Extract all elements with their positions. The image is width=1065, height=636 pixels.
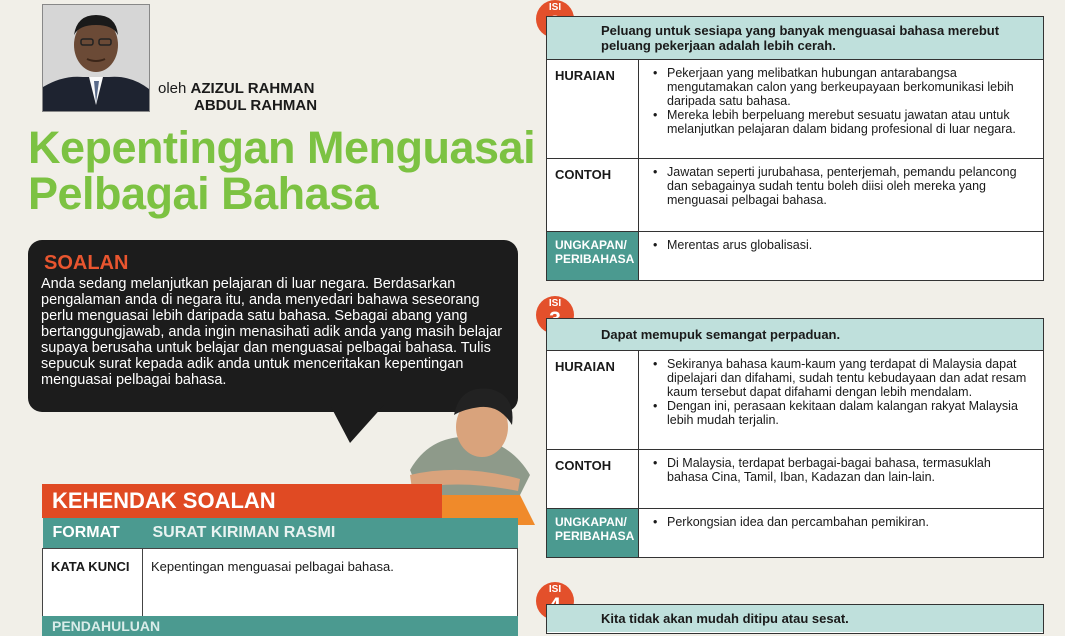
huraian-label: HURAIAN bbox=[547, 351, 639, 449]
isi-badge-label: ISI bbox=[548, 584, 562, 595]
ungkapan-label bbox=[547, 509, 639, 557]
contoh-row bbox=[547, 159, 1043, 232]
ungkapan-point: • Merentas arus globalisasi. bbox=[661, 238, 1033, 252]
ungkapan-label-line-1: UNGKAPAN/ bbox=[555, 238, 627, 252]
question-heading: SOALAN bbox=[44, 252, 129, 274]
huraian-label: HURAIAN bbox=[547, 60, 639, 158]
isi-card bbox=[546, 16, 1044, 281]
author-photo bbox=[42, 4, 150, 112]
keyword-label: KATA KUNCI bbox=[43, 549, 143, 628]
introduction-heading: PENDAHULUAN bbox=[42, 616, 518, 636]
huraian-row bbox=[547, 351, 1043, 450]
contoh-label: CONTOH bbox=[547, 159, 639, 231]
isi-badge-label: ISI bbox=[548, 2, 562, 13]
contoh-point: • Di Malaysia, terdapat berbagai-bagai bahasa, termasuklah bahasa Cina, Tamil, Iban, Kadazan dan lain-lain. bbox=[661, 456, 1033, 484]
byline bbox=[158, 80, 317, 114]
format-label: FORMAT bbox=[43, 518, 143, 549]
contoh-point: • Jawatan seperti jurubahasa, penterjemah, pemandu pelancong dan sebagainya sudah tentu boleh diisi oleh mereka yang menguasai pelbagai bahasa. bbox=[661, 165, 1033, 207]
huraian-row bbox=[547, 60, 1043, 159]
isi-card bbox=[546, 318, 1044, 558]
isi-heading: Peluang untuk sesiapa yang banyak menguasai bahasa merebut peluang pekerjaan adalah lebih cerah. bbox=[547, 17, 1043, 60]
byline-prefix: oleh bbox=[158, 80, 187, 97]
requirements-table bbox=[42, 518, 518, 628]
isi-heading: Dapat memupuk semangat perpaduan. bbox=[547, 319, 1043, 351]
contoh-label: CONTOH bbox=[547, 450, 639, 508]
requirements-heading: KEHENDAK SOALAN bbox=[42, 484, 442, 518]
author-name-2: ABDUL RAHMAN bbox=[194, 97, 318, 114]
ungkapan-row bbox=[547, 509, 1043, 557]
question-text: Anda sedang melanjutkan pelajaran di luar negara. Berdasarkan pengalaman anda di negara itu, anda menyedari bahawa seseorang perlu menguasai lebih daripada satu bahasa. Sebagai abang yang bertanggungjawab, anda ingin menasihati adik anda yang masih belajar supaya berusaha untuk belajar dan menguasai pelbagai bahasa. Tulis sepucuk surat kepada adik anda untuk menceritakan kepentingan menguasai pelbagai bahasa. bbox=[41, 276, 503, 388]
ungkapan-label bbox=[547, 232, 639, 280]
ungkapan-label-line-2: PERIBAHASA bbox=[555, 529, 635, 543]
format-value: SURAT KIRIMAN RASMI bbox=[143, 518, 518, 549]
isi-heading: Kita tidak akan mudah ditipu atau sesat. bbox=[547, 605, 1043, 632]
ungkapan-point: • Perkongsian idea dan percambahan pemikiran. bbox=[661, 515, 1033, 529]
huraian-point: • Dengan ini, perasaan kekitaan dalam kalangan rakyat Malaysia lebih mudah terjalin. bbox=[661, 399, 1033, 427]
author-name: AZIZUL RAHMAN bbox=[190, 80, 315, 97]
huraian-point: • Mereka lebih berpeluang merebut sesuatu jawatan atau untuk melanjutkan pelajaran dalam bidang profesional di luar negara. bbox=[661, 108, 1033, 136]
ungkapan-label-line-1: UNGKAPAN/ bbox=[555, 515, 627, 529]
contoh-row bbox=[547, 450, 1043, 509]
huraian-point: • Sekiranya bahasa kaum-kaum yang terdapat di Malaysia dapat dipelajari dan difahami, sudah tentu kebudayaan dan adat resam kaum tersebut dapat difahami dengan lebih mendalam. bbox=[661, 357, 1033, 399]
ungkapan-label-line-2: PERIBAHASA bbox=[555, 252, 635, 266]
huraian-point: • Pekerjaan yang melibatkan hubungan antarabangsa mengutamakan calon yang berkeupayaan berkomunikasi lebih daripada satu bahasa. bbox=[661, 66, 1033, 108]
article-title bbox=[28, 122, 536, 219]
isi-badge-label: ISI bbox=[548, 298, 562, 309]
title-line-1: Kepentingan Menguasai bbox=[28, 122, 536, 173]
title-line-2: Pelbagai Bahasa bbox=[28, 168, 379, 219]
speech-bubble-tail bbox=[330, 405, 384, 443]
ungkapan-row bbox=[547, 232, 1043, 280]
keyword-value: Kepentingan menguasai pelbagai bahasa. bbox=[143, 549, 518, 628]
